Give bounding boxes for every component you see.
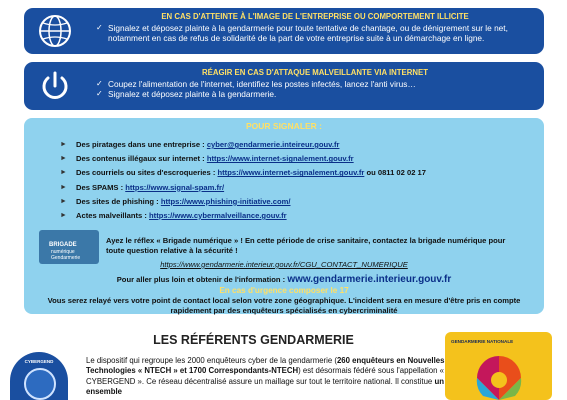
report-link[interactable]: cyber@gendarmerie.inteireur.gouv.fr [206, 140, 340, 149]
report-list [60, 138, 426, 223]
info-line: Pour aller plus loin et obtenir de l'information : www.gendarmerie.interieur.gouv.fr [116, 274, 452, 285]
report-item: ► Des contenus illégaux sur internet : https://www.internet-signalement.gouv.fr [60, 152, 426, 166]
band-list [96, 79, 534, 99]
report-item: ► Des courriels ou sites d'escroqueries : https://www.internet-signalement.gouv.fr ou 0811 02 02 17 [60, 166, 426, 180]
band-list [96, 23, 534, 43]
report-item: ► Des sites de phishing : https://www.phishing-initiative.com/ [60, 195, 426, 209]
section-title: LES RÉFÉRENTS GENDARMERIE [153, 333, 354, 347]
band-title: EN CAS D'ATTEINTE À L'IMAGE DE L'ENTREPRISE OU COMPORTEMENT ILLICITE [161, 12, 469, 21]
power-icon [38, 69, 72, 103]
report-link[interactable]: https://www.internet-signalement.gouv.fr [206, 154, 354, 164]
relay-text: Vous serez relayé vers votre point de contact local selon votre zone géographique. L'incident sera en mesure d'être pris en compte rapidement par des enquêteurs spécialisés en cybercriminalité [47, 296, 521, 315]
report-title: POUR SIGNALER : [245, 121, 323, 131]
report-item: ► Des piratages dans une entreprise : cyber@gendarmerie.inteireur.gouv.fr [60, 138, 426, 152]
list-item: ✓ Coupez l'alimentation de l'internet, identifiez les postes infectés, lancez l'anti virus… [96, 79, 534, 89]
brigade-link[interactable]: https://www.gendarmerie.interieur.gouv.fr/CGU_CONTACT_NUMERIQUE [160, 260, 408, 269]
referents-text: Le dispositif qui regroupe les 2000 enquêteurs cyber de la gendarmerie (260 enquêteurs en Nouvelles Technologies « NTECH » et 1700 Correspondants-NTECH) est désormais fédéré sous l'appellation « CYBERGEND ». Ce réseau décentralisé assure un maillage sur tout le territoire national. Il constitue un ensemble [86, 356, 445, 397]
alert-band-image [24, 8, 544, 54]
report-item: ► Actes malveillants : https://www.cybermalveillance.gouv.fr [60, 209, 426, 223]
report-link[interactable]: https://www.phishing-initiative.com/ [160, 196, 291, 206]
globe-icon [38, 14, 72, 48]
list-item: ✓ Signalez et déposez plainte à la gendarmerie pour toute tentative de chantage, ou de dénigrement sur le net, notamment en cas de refus de solidarité de la part de votre entreprise suite à un démarchage en ligne. [96, 23, 534, 43]
alert-band-attack [24, 62, 544, 110]
brigade-numerique-logo: BRIGADE numérique Gendarmerie [39, 230, 99, 264]
report-link[interactable]: https://www.cybermalveillance.gouv.fr [149, 210, 287, 220]
list-item: ✓ Signalez et déposez plainte à la gendarmerie. [96, 89, 534, 99]
report-link[interactable]: https://www.internet-signalement.gouv.fr [217, 168, 365, 178]
emergency-line: En cas d'urgence composer le 17 [219, 286, 349, 295]
band-title: RÉAGIR EN CAS D'ATTAQUE MALVEILLANTE VIA INTERNET [202, 68, 428, 77]
report-link[interactable]: https://www.signal-spam.fr/ [125, 182, 225, 192]
gendarmerie-link[interactable]: www.gendarmerie.interieur.gouv.fr [287, 274, 452, 285]
report-panel [24, 118, 544, 314]
brigade-message: Ayez le réflex « Brigade numérique » ! En cette période de crise sanitaire, contactez la brigade numérique pour toute question relative à la sécurité ! [106, 236, 506, 255]
gendarmerie-card: GENDARMERIE NATIONALE [445, 332, 552, 400]
cybergend-logo: CYBERGEND [10, 352, 68, 400]
network-graphic-icon [465, 350, 533, 400]
report-item: ► Des SPAMS : https://www.signal-spam.fr/ [60, 181, 426, 195]
